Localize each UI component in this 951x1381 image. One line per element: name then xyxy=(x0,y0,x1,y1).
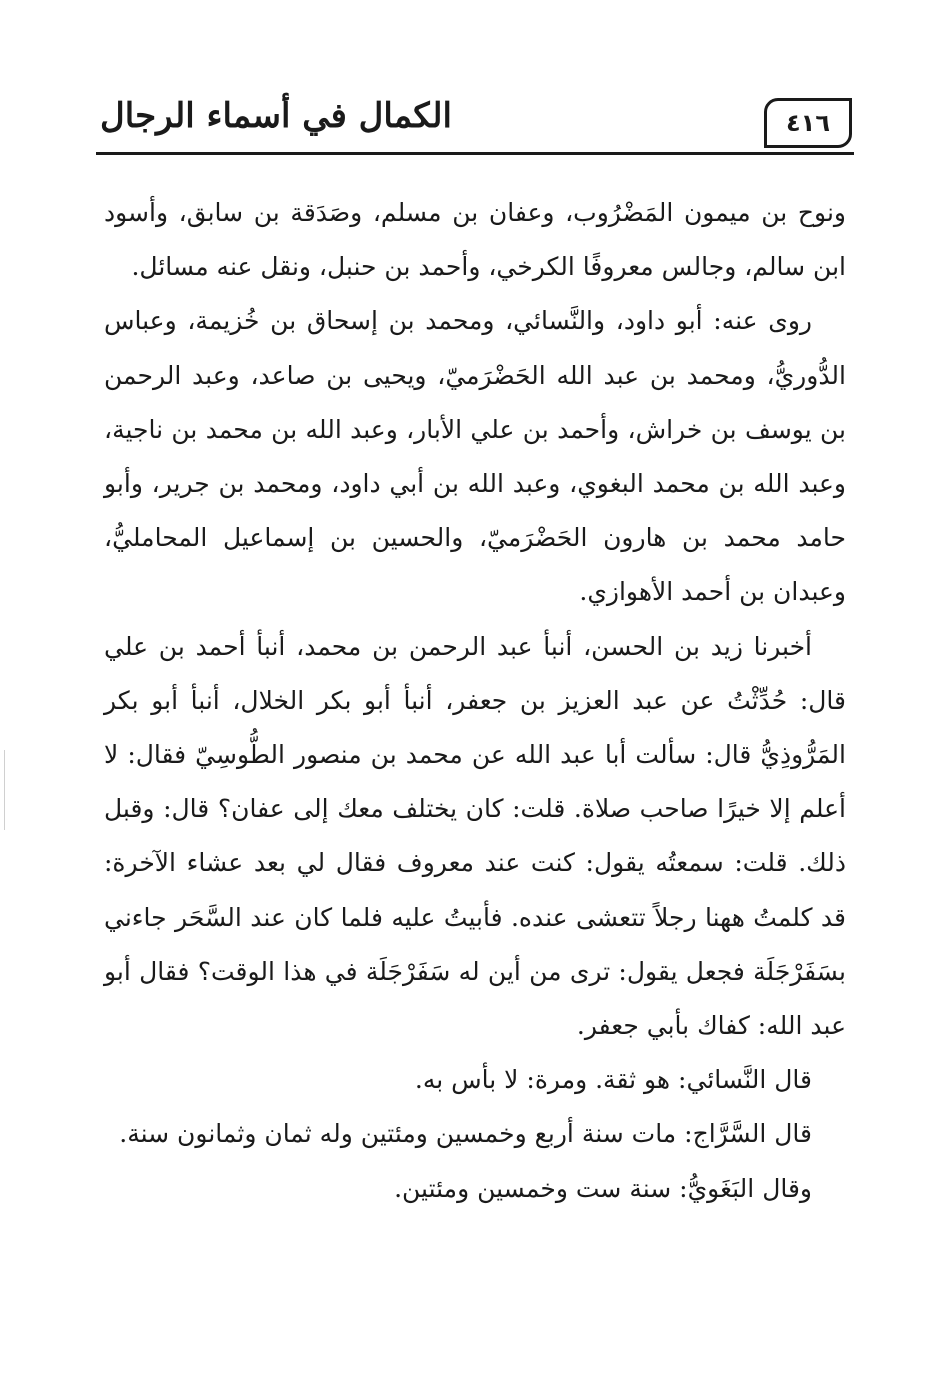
scan-edge-mark xyxy=(4,750,5,830)
header-divider xyxy=(96,152,854,155)
book-title: الكمال في أسماء الرجال xyxy=(100,96,452,136)
paragraph-nasai: قال النَّسائي: هو ثقة. ومرة: لا بأس به. xyxy=(414,1065,812,1095)
paragraph-narrators: روى عنه: أبو داود، والنَّسائي، ومحمد بن إسحاق بن خُزيمة، وعباس الدُّوريُّ، ومحمد بن عبد الله الحَضْرَميّ، ويحيى بن صاعد، وعبد الرحمن بن يوسف بن خراش، وأحمد بن علي الأبار، وعبد الله بن محمد بن ناجية، وعبد الله بن محمد البغوي، وعبد الله بن أبي داود، ومحمد بن جرير، وأبو حامد محمد بن هارون الحَضْرَميّ، والحسين بن إسماعيل المحامليُّ، وعبدان بن أحمد الأهوازي. xyxy=(104,306,846,607)
paragraph-teachers: ونوح بن ميمون المَضْرُوب، وعفان بن مسلم، وصَدَقة بن سابق، وأسود ابن سالم، وجالس معروفًا الكرخي، وأحمد بن حنبل، ونقل عنه مسائل. xyxy=(104,198,846,282)
paragraph-report: أخبرنا زيد بن الحسن، أنبأ عبد الرحمن بن محمد، أنبأ أحمد بن علي قال: حُدِّثْتُ عن عبد العزيز بن جعفر، أنبأ أبو بكر الخلال، أنبأ أبو بكر المَرُّوذِيُّ قال: سألت أبا عبد الله عن محمد بن منصور الطُّوسِيّ فقال: لا أعلم إلا خيرًا صاحب صلاة. قلت: كان يختلف معك إلى عفان؟ قال: وقبل ذلك. قلت: سمعتُه يقول: كنت عند معروف فقال لي بعد عشاء الآخرة: قد كلمتُ ههنا رجلاً تتعشى عنده. فأبيتُ عليه فلما كان عند السَّحَر جاءني بسَفَرْجَلَة فجعل يقول: ترى من أين له سَفَرْجَلَة في هذا الوقت؟ فقال أبو عبد الله: كفاك بأبي جعفر. xyxy=(104,631,846,1041)
page-body xyxy=(104,186,846,1216)
page-number: ٤١٦ xyxy=(764,98,852,148)
paragraph-sarraj: قال السَّرَّاج: مات سنة أربع وخمسين ومئتين وله ثمان وثمانون سنة. xyxy=(119,1119,812,1149)
paragraph-baghawi: وقال البَغَويُّ: سنة ست وخمسين ومئتين. xyxy=(394,1173,812,1203)
page-header xyxy=(96,92,854,158)
